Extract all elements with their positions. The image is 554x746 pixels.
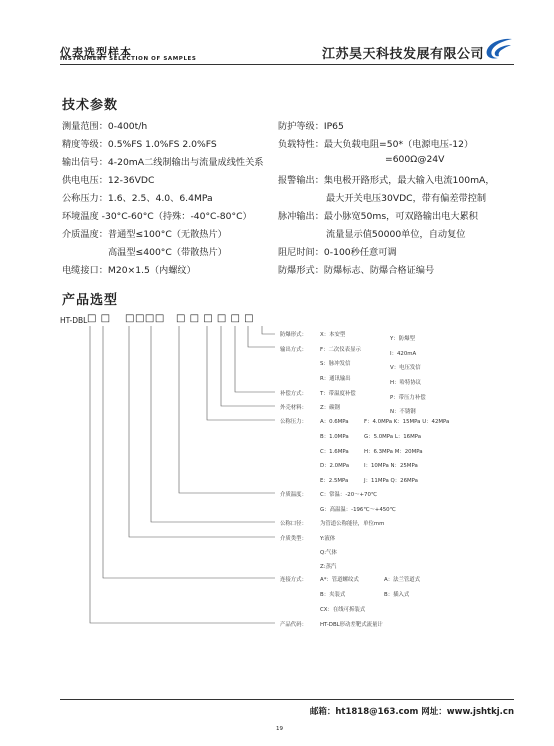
spec-damping: 阻尼时间：0-100秒任意可调	[278, 247, 397, 258]
spec-load: 负载特性：最大负载电阻=50*（电源电压-12）	[278, 139, 474, 150]
code-boxes-a: □ □	[87, 313, 111, 324]
sel-opt-a: Z:蒸汽	[320, 564, 337, 570]
header-title-en: INSTRUMENT SELECTION OF SAMPLES	[60, 56, 197, 62]
sel-opt-a: A*：管道螺纹式	[320, 577, 359, 583]
sel-opt-b: F：4.0MPa K：15MPa U：42MPa	[364, 419, 450, 425]
sel-label: 外壳材料：	[280, 405, 307, 411]
sel-opt-b: N：不锈钢	[390, 409, 416, 415]
sel-label: 连接方式：	[280, 577, 307, 583]
selection-heading: 产品选型	[62, 293, 119, 308]
sel-opt-a: D：2.0MPa	[320, 463, 350, 469]
sel-label: 介质温度：	[280, 492, 307, 498]
spec-load-2: =600Ω@24V	[385, 154, 445, 165]
sel-opt-a: Q:气体	[320, 550, 337, 556]
sel-opt-a: C：常温：-20～+70℃	[320, 492, 377, 498]
sel-opt-b: B：插入式	[384, 592, 410, 598]
page-number: 19	[276, 726, 283, 732]
sel-label: 公称口径：	[280, 521, 307, 527]
company-name: 江苏昊天科技发展有限公司	[321, 47, 484, 62]
spec-pulse: 脉冲输出：最小脉宽50ms，可双路输出电大累积	[278, 211, 478, 222]
sel-opt-b: V：电压发信	[390, 365, 421, 371]
spec-supply: 供电电压：12-36VDC	[62, 175, 155, 186]
sel-opt-a: E：2.5MPa	[320, 478, 349, 484]
sel-label: 防爆形式：	[280, 332, 307, 338]
spec-alarm-2: 最大开关电压30VDC，带有偏差带控制	[326, 193, 487, 204]
spec-pressure: 公称压力：1.6、2.5、4.0、6.4MPa	[62, 193, 213, 204]
sel-opt-b: I：10MPa N：25MPa	[364, 463, 418, 469]
sel-label: 介质类型：	[280, 536, 307, 542]
spec-explosion: 防爆形式：防爆标志、防爆合格证编号	[278, 265, 435, 276]
sel-opt-a: B：夹装式	[320, 592, 346, 598]
footer-contact: 邮箱：ht1818@163.com 网址：www.jshtkj.cn	[309, 707, 514, 717]
sel-opt-b: H：哈特协议	[390, 380, 422, 386]
sel-opt-b: P：带压力补偿	[390, 395, 426, 401]
sel-label: 输出方式：	[280, 347, 307, 353]
sel-opt-a: Y:液体	[320, 536, 336, 542]
sel-opt-a: HT-DBL形动差靶式流量计	[320, 622, 383, 628]
sel-opt-a: 为管道公称能径，单位mm	[320, 521, 385, 527]
sel-opt-a: S：脉冲发信	[320, 361, 351, 367]
spec-medium-temp-high: 高温型≤400°C（带散热片）	[108, 247, 227, 258]
sel-opt-b: H：6.3MPa M：20MPa	[364, 449, 423, 455]
sel-opt-b: I：420mA	[390, 351, 417, 357]
sel-opt-a: T：带温度补偿	[320, 391, 356, 397]
spec-pulse-2: 流量显示值50000单位，自动复位	[326, 229, 466, 240]
sel-opt-a: B：1.0MPa	[320, 434, 349, 440]
sel-opt-b: A：法兰管道式	[384, 577, 421, 583]
sel-label: 补偿方式：	[280, 391, 307, 397]
code-boxes-b: □□□□	[125, 313, 165, 324]
sel-label: 产品代码：	[280, 622, 307, 628]
spec-accuracy: 精度等级：0.5%FS 1.0%FS 2.0%FS	[62, 139, 217, 150]
sel-opt-a: A：0.6MPa	[320, 419, 349, 425]
sel-opt-a: Z：碳钢	[320, 405, 340, 411]
header-title-cn: 仪表选型样本	[60, 46, 132, 59]
sel-opt-a: G：高温温：-196℃～+450℃	[320, 507, 396, 513]
spec-medium-temp: 介质温度：普通型≤100°C（无散热片）	[62, 229, 227, 240]
sel-opt-b: J：11MPa Q：26MPa	[364, 478, 418, 484]
code-boxes-c: □ □ □ □ □ □	[176, 313, 255, 324]
spec-output: 输出信号：4-20mA二线制输出与流量成线性关系	[62, 157, 264, 168]
sel-opt-a: CX：在线可拆装式	[320, 607, 366, 613]
spec-ambient: 环境温度 -30°C-60°C（持殊：-40°C-80°C）	[62, 211, 252, 222]
sel-opt-b: G：5.0MPa L：16MPa	[364, 434, 422, 440]
spec-cable: 电缆接口：M20×1.5（内螺纹）	[62, 265, 196, 276]
sel-label: 公称压力：	[280, 419, 307, 425]
footer-rule	[60, 699, 514, 700]
selection-code: HT-DBL	[60, 316, 88, 325]
spec-alarm: 报警输出：集电极开路形式，最大输入电流100mA，	[278, 175, 495, 186]
sel-opt-a: X：本安型	[320, 332, 346, 338]
sel-opt-a: R：通讯输出	[320, 376, 351, 382]
tech-heading: 技术参数	[62, 98, 119, 113]
spec-range: 测量范围：0-400t/h	[62, 121, 148, 132]
sel-opt-b: Y：防爆型	[390, 336, 415, 342]
sel-opt-a: C：1.6MPa	[320, 449, 349, 455]
spec-protection: 防护等级：IP65	[278, 121, 344, 132]
sel-opt-a: F：二次仪表显示	[320, 347, 361, 353]
